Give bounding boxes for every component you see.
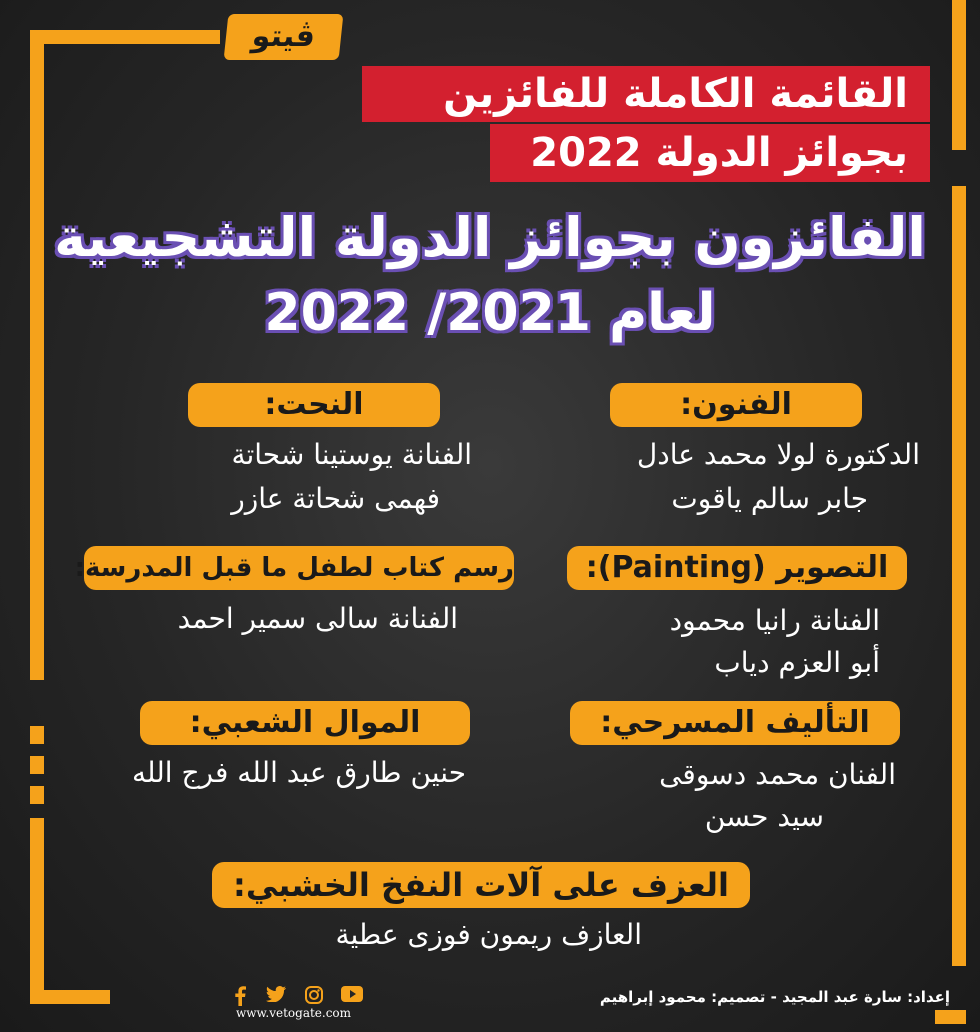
frame-left-dash-3 [30, 786, 44, 804]
theater-name-2: سيد حسن [704, 800, 824, 833]
website-url[interactable]: www.vetogate.com [236, 1006, 352, 1020]
banner-line-1 [362, 66, 930, 122]
frame-right-bottom [935, 1010, 966, 1024]
main-title-line-1: الفائزون بجوائز الدولة التشجيعية [54, 206, 926, 269]
frame-left-bottom [30, 818, 44, 1002]
section-folk-label: الموال الشعبي: [140, 701, 470, 745]
sculpture-name-2: فهمى شحاتة عازر [231, 482, 440, 515]
frame-bottom-bar [30, 990, 110, 1004]
instagram-icon[interactable] [302, 986, 326, 1008]
youtube-icon[interactable] [340, 986, 364, 1008]
arts-name-2: جابر سالم ياقوت [671, 482, 868, 515]
banner-line-1-text: القائمة الكاملة للفائزين [443, 71, 908, 117]
frame-left-bar [30, 30, 44, 680]
section-theater-label: التأليف المسرحي: [570, 701, 900, 745]
main-title-line-2: لعام 2021/ 2022 [264, 283, 716, 343]
frame-left-dash-1 [30, 726, 44, 744]
section-kids-book-label: رسم كتاب لطفل ما قبل المدرسة: [84, 546, 514, 590]
veto-logo [224, 14, 344, 60]
theater-name-1: الفنان محمد دسوقى [659, 758, 896, 791]
frame-left-dash-2 [30, 756, 44, 774]
banner-line-2 [490, 124, 930, 182]
frame-right-top [952, 0, 966, 150]
section-sculpture-label: النحت: [188, 383, 440, 427]
facebook-icon[interactable] [228, 986, 252, 1008]
woodwind-name-1: العازف ريمون فوزى عطية [335, 918, 642, 951]
kids-book-name-1: الفنانة سالى سمير احمد [177, 602, 458, 635]
footer-credit: إعداد: سارة عبد المجيد - تصميم: محمود إبراهيم [599, 988, 950, 1006]
section-woodwind-label: العزف على آلات النفخ الخشبي: [212, 862, 750, 908]
frame-top-bar [30, 30, 220, 44]
twitter-icon[interactable] [264, 986, 288, 1008]
section-arts-label: الفنون: [610, 383, 862, 427]
section-painting-label: التصوير (Painting): [567, 546, 907, 590]
logo-text: ڤيتو [250, 19, 317, 54]
banner-line-2-text: بجوائز الدولة 2022 [530, 130, 908, 176]
arts-name-1: الدكتورة لولا محمد عادل [636, 438, 920, 471]
painting-name-1: الفنانة رانيا محمود [669, 604, 880, 637]
folk-name-1: حنين طارق عبد الله فرج الله [131, 756, 466, 789]
painting-name-2: أبو العزم دياب [714, 646, 880, 679]
sculpture-name-1: الفنانة يوستينا شحاتة [231, 438, 472, 471]
